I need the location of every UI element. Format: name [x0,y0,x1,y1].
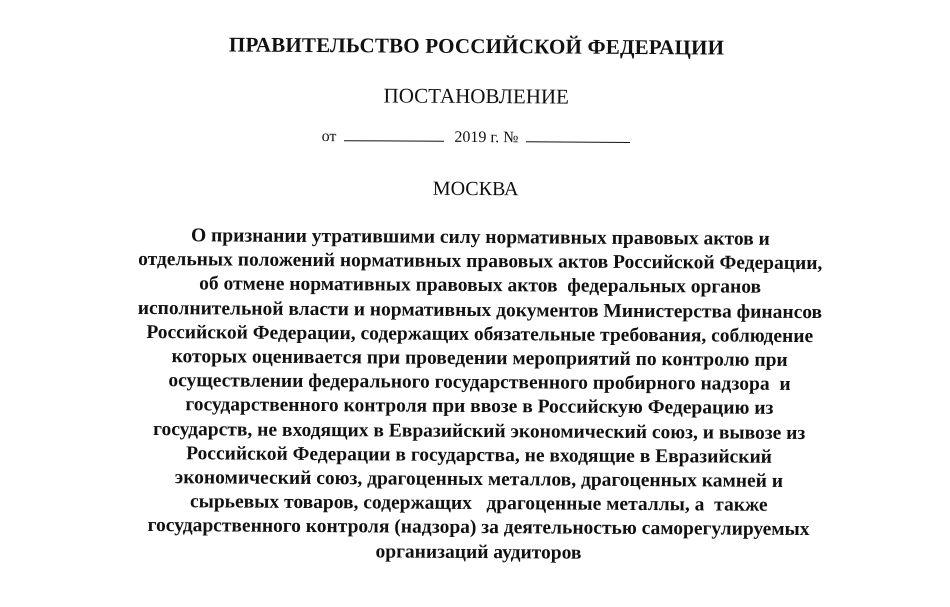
document-year: 2019 г. [454,128,500,147]
heading-line: государственного контроля при ввозе в Российскую Федерацию из [185,394,774,420]
heading-line: сырьевых товаров, содержащих драгоценные металлы, а также [189,491,768,517]
heading-line: организаций аудиторов [375,541,582,564]
heading-line: осуществлении федерального государственного пробирного надзора и [168,370,791,396]
heading-line: государств, не входящих в Евразийский экономический союз, и вывозе из [153,418,806,444]
document-heading [58,223,900,567]
document-type: ПОСТАНОВЛЕНИЕ [383,83,569,109]
date-prefix: от [321,128,337,146]
heading-line: отдельных положений нормативных правовых актов Российской Федерации, [138,249,823,275]
government-title: ПРАВИТЕЛЬСТВО РОССИЙСКОЙ ФЕДЕРАЦИИ [228,32,725,60]
city: МОСКВА [432,177,519,201]
heading-line: Российской Федерации в государства, не входящие в Евразийский [186,443,773,468]
number-blank-field [526,129,630,143]
date-number-line [1,126,950,150]
heading-line: которых оценивается при проведении мероприятий по контролю при [171,346,788,371]
heading-line: Российской Федерации, содержащих обязательные требования, соблюдение [146,321,814,347]
heading-line: О признании утратившими силу нормативных правовых актов и [190,225,770,250]
heading-line: экономический союз, драгоценных металлов, драгоценных камней и [174,467,784,492]
date-blank-field [344,128,444,142]
number-sign: № [503,129,519,147]
heading-line: государственного контроля (надзора) за деятельностью саморегулируемых [147,515,810,541]
heading-line: исполнительной власти и нормативных документов Министерства финансов [137,297,823,323]
heading-line: об отмене нормативных правовых актов федеральных органов [199,273,762,299]
